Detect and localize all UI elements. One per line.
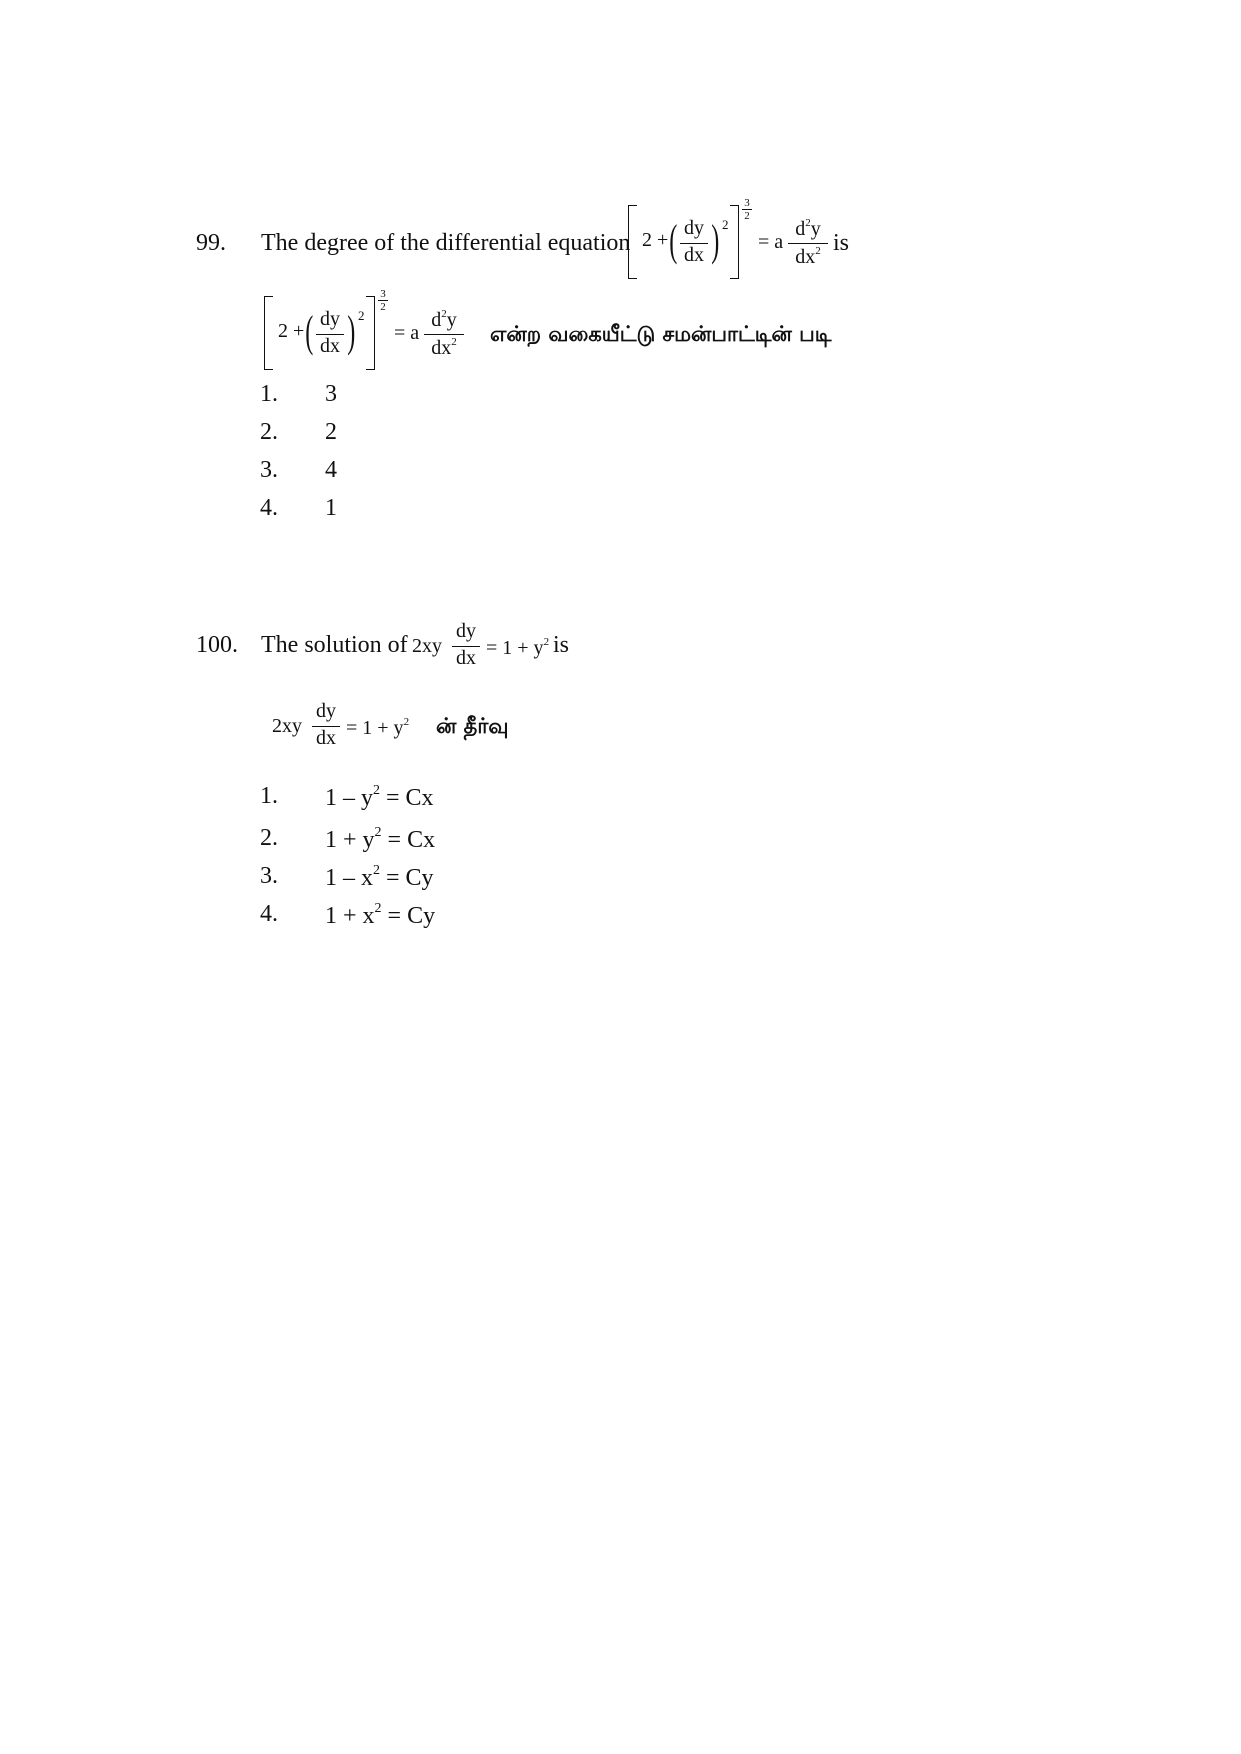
left-paren: (: [305, 307, 314, 356]
numerator: dy: [316, 700, 336, 722]
denominator: dx: [684, 244, 704, 266]
numerator: dy: [320, 308, 340, 330]
left-bracket: [264, 296, 273, 370]
differential-equation: [412, 620, 572, 676]
option-value: $1 - y^2 = Cx$: [325, 783, 434, 811]
question-prompt-en: The solution of: [261, 632, 408, 658]
differential-equation-tamil: [264, 288, 464, 371]
fraction-dy-dx: [312, 700, 340, 750]
differential-equation: [628, 197, 828, 280]
exponent: 2: [358, 308, 365, 323]
numerator: $d^2y$: [795, 217, 821, 240]
numerator: dy: [456, 620, 476, 642]
option-number: 2.: [260, 419, 278, 445]
left-bracket: [628, 205, 637, 279]
left-paren: (: [669, 216, 678, 265]
fraction-exponent: [378, 288, 388, 313]
denominator: $dx^2$: [431, 336, 457, 359]
numerator: 3: [380, 288, 386, 300]
question-prompt-ta: என்ற வகையீட்டு சமன்பாட்டின் படி: [490, 322, 832, 346]
right-paren: ): [711, 216, 720, 265]
fraction-d2y-dx2: [788, 217, 828, 269]
eq-term: = $1 + y^2$: [486, 636, 550, 659]
denominator: dx: [316, 727, 336, 749]
right-bracket: [730, 205, 739, 279]
option-value: 2: [325, 419, 337, 445]
exponent: 2: [722, 217, 729, 232]
option-number: 2.: [260, 825, 278, 851]
right-paren: ): [347, 307, 356, 356]
differential-equation-tamil: [272, 700, 432, 756]
option-value: 4: [325, 457, 337, 483]
eq-term: 2xy: [412, 635, 442, 657]
fraction-dy-dx: [316, 308, 344, 358]
numerator: 3: [744, 197, 750, 209]
denominator: dx: [320, 335, 340, 357]
eq-term: 2 +: [278, 320, 305, 342]
fraction-exponent: [742, 197, 752, 222]
option-value: $1 + x^2 = Cy$: [325, 901, 436, 929]
eq-term: = a: [394, 322, 420, 344]
numerator: dy: [684, 217, 704, 239]
option-value: 1: [325, 495, 337, 521]
question-prompt-en: The degree of the differential equation: [261, 230, 631, 256]
option-value: $1 - x^2 = Cy$: [325, 863, 434, 891]
option-number: 4.: [260, 495, 278, 521]
eq-term: 2xy: [272, 715, 302, 737]
option-number: 3.: [260, 863, 278, 889]
option-number: 1.: [260, 381, 278, 407]
prompt-end: is: [553, 632, 570, 658]
question-number: 99.: [196, 230, 226, 256]
fraction-d2y-dx2: [424, 308, 464, 360]
question-number: 100.: [196, 632, 238, 658]
option-value: 3: [325, 381, 337, 407]
option-value: $1 + y^2 = Cx$: [325, 825, 436, 853]
option-number: 3.: [260, 457, 278, 483]
eq-term: 2 +: [642, 229, 669, 251]
right-bracket: [366, 296, 375, 370]
option-number: 4.: [260, 901, 278, 927]
denominator: 2: [744, 210, 750, 222]
eq-term: = $1 + y^2$: [346, 716, 410, 739]
fraction-dy-dx: [680, 217, 708, 267]
option-number: 1.: [260, 783, 278, 809]
question-prompt-ta: ன் தீர்வு: [436, 714, 509, 738]
prompt-end: is: [833, 230, 850, 256]
denominator: $dx^2$: [795, 245, 821, 268]
eq-term: = a: [758, 231, 784, 253]
fraction-dy-dx: [452, 620, 480, 670]
numerator: $d^2y$: [431, 308, 457, 331]
denominator: dx: [456, 647, 476, 669]
denominator: 2: [380, 301, 386, 313]
